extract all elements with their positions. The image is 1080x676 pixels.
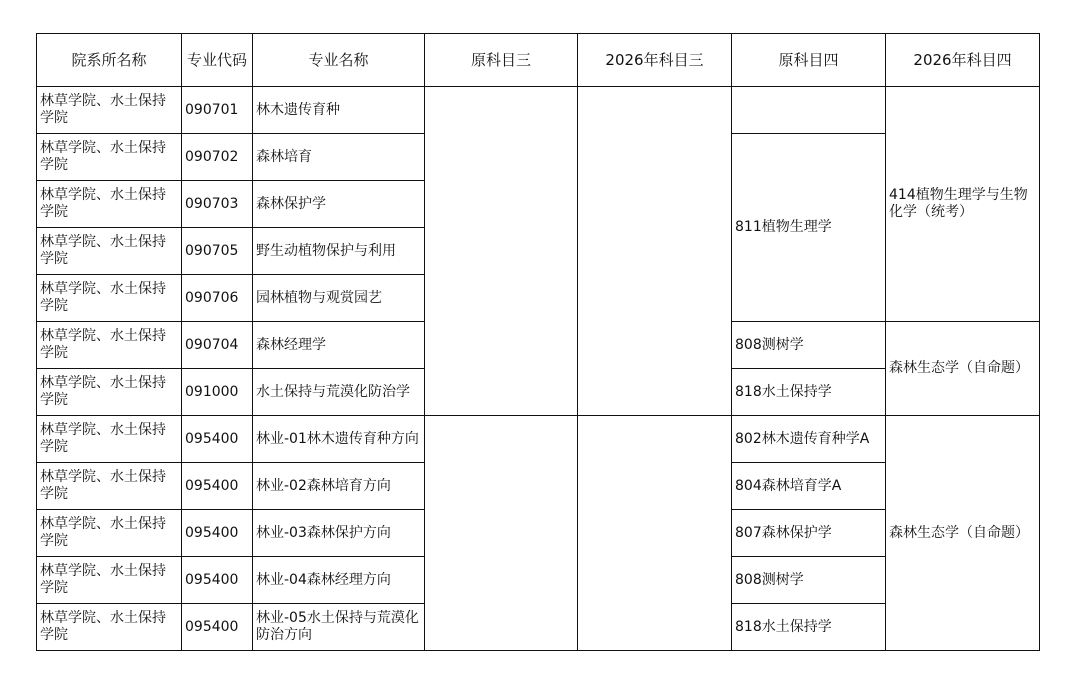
dept-cell: 林草学院、水土保持学院	[37, 510, 182, 557]
dept-cell: 林草学院、水土保持学院	[37, 228, 182, 275]
header-2026-subject4: 2026年科目四	[886, 34, 1040, 87]
orig-subject4-cell: 808测树学	[732, 557, 886, 604]
new-subject4-ecology-cell-group2: 森林生态学（自命题）	[886, 416, 1040, 651]
orig-subject4-top-blank-cell	[732, 87, 886, 134]
header-orig-subject3: 原科目三	[425, 34, 578, 87]
dept-cell: 林草学院、水土保持学院	[37, 134, 182, 181]
subject-change-table	[36, 33, 1040, 651]
major-cell: 水土保持与荒漠化防治学	[253, 369, 425, 416]
orig-subject4-cell: 802林木遗传育种学A	[732, 416, 886, 463]
code-cell: 090702	[182, 134, 253, 181]
header-orig-subject4: 原科目四	[732, 34, 886, 87]
orig-subject3-cell-group2	[425, 416, 578, 651]
orig-subject4-cell: 804森林培育学A	[732, 463, 886, 510]
code-cell: 091000	[182, 369, 253, 416]
major-cell: 园林植物与观赏园艺	[253, 275, 425, 322]
dept-cell: 林草学院、水土保持学院	[37, 181, 182, 228]
code-cell: 090704	[182, 322, 253, 369]
code-cell: 095400	[182, 510, 253, 557]
code-cell: 095400	[182, 604, 253, 651]
major-cell: 林业-05水土保持与荒漠化防治方向	[253, 604, 425, 651]
major-cell: 野生动植物保护与利用	[253, 228, 425, 275]
table-row	[37, 87, 1040, 134]
major-cell: 森林保护学	[253, 181, 425, 228]
code-cell: 095400	[182, 463, 253, 510]
major-cell: 林业-04森林经理方向	[253, 557, 425, 604]
major-cell: 森林经理学	[253, 322, 425, 369]
major-cell: 森林培育	[253, 134, 425, 181]
major-cell: 林业-01林木遗传育种方向	[253, 416, 425, 463]
dept-cell: 林草学院、水土保持学院	[37, 87, 182, 134]
new-subject4-unified-cell: 414植物生理学与生物化学（统考）	[886, 87, 1040, 322]
code-cell: 090706	[182, 275, 253, 322]
new-subject3-cell-group2	[578, 416, 732, 651]
header-2026-subject3: 2026年科目三	[578, 34, 732, 87]
dept-cell: 林草学院、水土保持学院	[37, 463, 182, 510]
header-code: 专业代码	[182, 34, 253, 87]
new-subject4-ecology-cell-group1: 森林生态学（自命题）	[886, 322, 1040, 416]
code-cell: 090703	[182, 181, 253, 228]
dept-cell: 林草学院、水土保持学院	[37, 557, 182, 604]
dept-cell: 林草学院、水土保持学院	[37, 369, 182, 416]
code-cell: 090701	[182, 87, 253, 134]
dept-cell: 林草学院、水土保持学院	[37, 416, 182, 463]
major-cell: 林业-02森林培育方向	[253, 463, 425, 510]
table-header-row	[37, 34, 1040, 87]
orig-subject3-cell-group1	[425, 87, 578, 416]
dept-cell: 林草学院、水土保持学院	[37, 322, 182, 369]
code-cell: 095400	[182, 416, 253, 463]
new-subject3-cell-group1	[578, 87, 732, 416]
orig-subject4-cell: 807森林保护学	[732, 510, 886, 557]
code-cell: 090705	[182, 228, 253, 275]
major-cell: 林业-03森林保护方向	[253, 510, 425, 557]
code-cell: 095400	[182, 557, 253, 604]
major-cell: 林木遗传育种	[253, 87, 425, 134]
dept-cell: 林草学院、水土保持学院	[37, 275, 182, 322]
orig-subject4-cell: 808测树学	[732, 322, 886, 369]
header-dept: 院系所名称	[37, 34, 182, 87]
table-row	[37, 416, 1040, 463]
orig-subject4-cell: 818水土保持学	[732, 604, 886, 651]
dept-cell: 林草学院、水土保持学院	[37, 604, 182, 651]
header-major: 专业名称	[253, 34, 425, 87]
orig-subject4-cell: 818水土保持学	[732, 369, 886, 416]
orig-subject4-plant-physiology-cell: 811植物生理学	[732, 134, 886, 322]
